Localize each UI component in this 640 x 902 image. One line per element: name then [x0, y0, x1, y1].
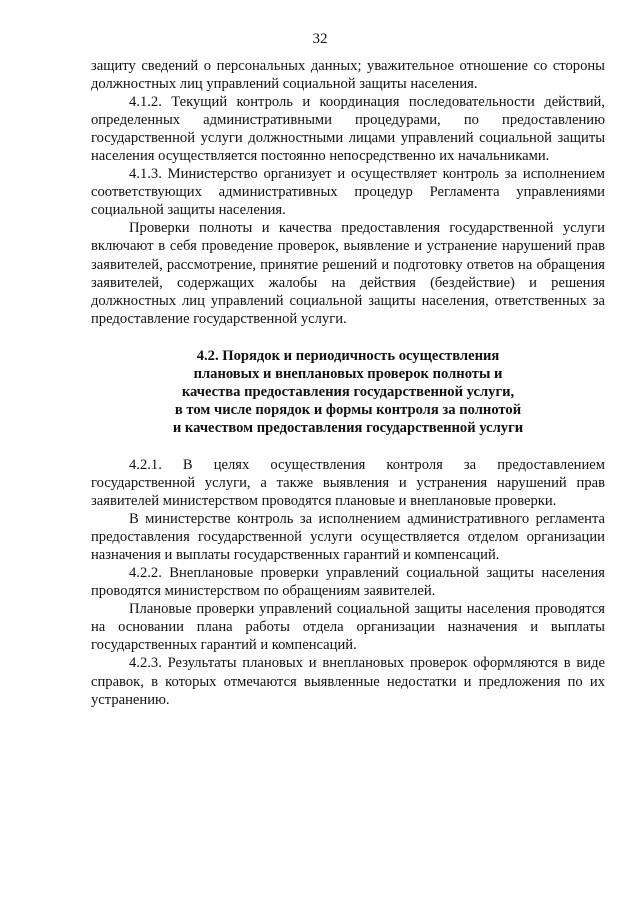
document-body: [91, 57, 605, 709]
page-number: 32: [312, 31, 328, 47]
paragraph-4-2-1: 4.2.1. В целях осуществления контроля за предоставлением государственной услуги, а также выявления и устранения нарушений прав заявителей министерством проводятся плановые и внеплановые проверки.: [91, 456, 605, 510]
paragraph-inspections-scope: Проверки полноты и качества предоставления государственной услуги включают в себя проведение проверок, выявление и устранение нарушений прав заявителей, рассмотрение, принятие решений и подготовку ответов на обращения заявителей, содержащих жалобы на действия (бездействие) и решения должностных лиц управлений социальной защиты населения, ответственных за предоставление государственной услуги.: [91, 220, 605, 327]
section-heading-4-2: [91, 347, 605, 437]
heading-line: и качеством предоставления государственной услуги: [172, 419, 524, 436]
paragraph-ministry-control: В министерстве контроль за исполнением административного регламента предоставления государственной услуги осуществляется отделом организации назначения и выплаты государственных гарантий и компенсаций.: [91, 511, 605, 564]
paragraph-planned-checks: Плановые проверки управлений социальной защиты населения проводятся на основании плана работы отдела организации назначения и выплаты государственных гарантий и компенсаций.: [91, 601, 605, 654]
paragraph-4-2-2: 4.2.2. Внеплановые проверки управлений социальной защиты населения проводятся министерством по обращениям заявителей.: [91, 565, 605, 600]
paragraph-continuation: защиту сведений о персональных данных; уважительное отношение со стороны должностных лиц управлений социальной защиты населения.: [91, 58, 605, 93]
heading-line: 4.2. Порядок и периодичность осуществления: [196, 347, 500, 364]
heading-line: качества предоставления государственной услуги,: [181, 383, 515, 400]
paragraph-4-2-3: 4.2.3. Результаты плановых и внеплановых проверок оформляются в виде справок, в которых отмечаются выявленные недостатки и предложения по их устранению.: [91, 655, 605, 708]
heading-line: плановых и внеплановых проверок полноты и: [193, 365, 503, 382]
paragraph-4-1-3: 4.1.3. Министерство организует и осуществляет контроль за исполнением соответствующих административных процедур Регламента управлениями социальной защиты населения.: [91, 166, 605, 219]
heading-line: в том числе порядок и формы контроля за полнотой: [174, 401, 522, 418]
paragraph-4-1-2: 4.1.2. Текущий контроль и координация последовательности действий, определенных административными процедурами, по предоставлению государственной услуги должностными лицами управлений социальной защиты населения осуществляется постоянно непосредственно их начальниками.: [91, 94, 605, 165]
